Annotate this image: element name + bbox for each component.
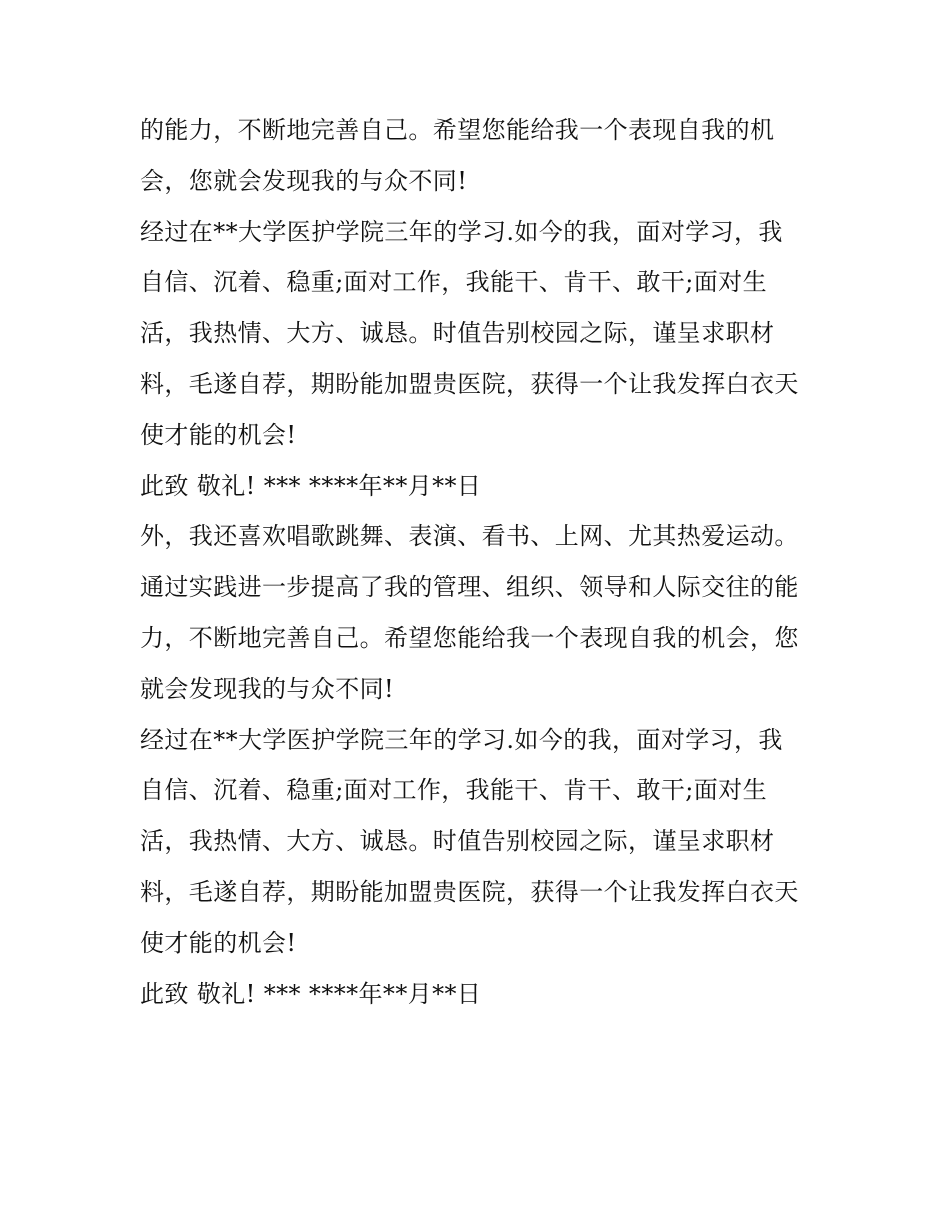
closing-line: 此致 敬礼! *** ****年**月**日 [140, 979, 482, 1008]
text-line: 的能力，不断地完善自己。希望您能给我一个表现自我的机 [140, 116, 775, 144]
text-line: 外，我还喜欢唱歌跳舞、表演、看书、上网、尤其热爱运动。 [140, 522, 799, 551]
text-line: 使才能的机会! [140, 928, 297, 957]
text-line: 经过在**大学医护学院三年的学习.如今的我，面对学习，我 [140, 725, 783, 754]
document-body [140, 105, 830, 1019]
text-line: 活，我热情、大方、诚恳。时值告别校园之际，谨呈求职材 [140, 827, 775, 856]
text-line: 通过实践进一步提高了我的管理、组织、领导和人际交往的能 [140, 573, 799, 602]
text-line: 会，您就会发现我的与众不同! [140, 166, 468, 195]
closing-line: 此致 敬礼! *** ****年**月**日 [140, 471, 482, 500]
text-line: 料，毛遂自荐，期盼能加盟贵医院，获得一个让我发挥白衣天 [140, 369, 799, 398]
text-line: 活，我热情、大方、诚恳。时值告别校园之际，谨呈求职材 [140, 319, 775, 348]
text-line: 经过在**大学医护学院三年的学习.如今的我，面对学习，我 [140, 217, 783, 246]
text-line: 就会发现我的与众不同! [140, 674, 395, 703]
text-line: 自信、沉着、稳重;面对工作，我能干、肯干、敢干;面对生 [140, 776, 767, 805]
text-line: 使才能的机会! [140, 420, 297, 449]
text-line: 料，毛遂自荐，期盼能加盟贵医院，获得一个让我发挥白衣天 [140, 877, 799, 906]
text-line: 力，不断地完善自己。希望您能给我一个表现自我的机会，您 [140, 623, 799, 652]
text-line: 自信、沉着、稳重;面对工作，我能干、肯干、敢干;面对生 [140, 268, 767, 297]
